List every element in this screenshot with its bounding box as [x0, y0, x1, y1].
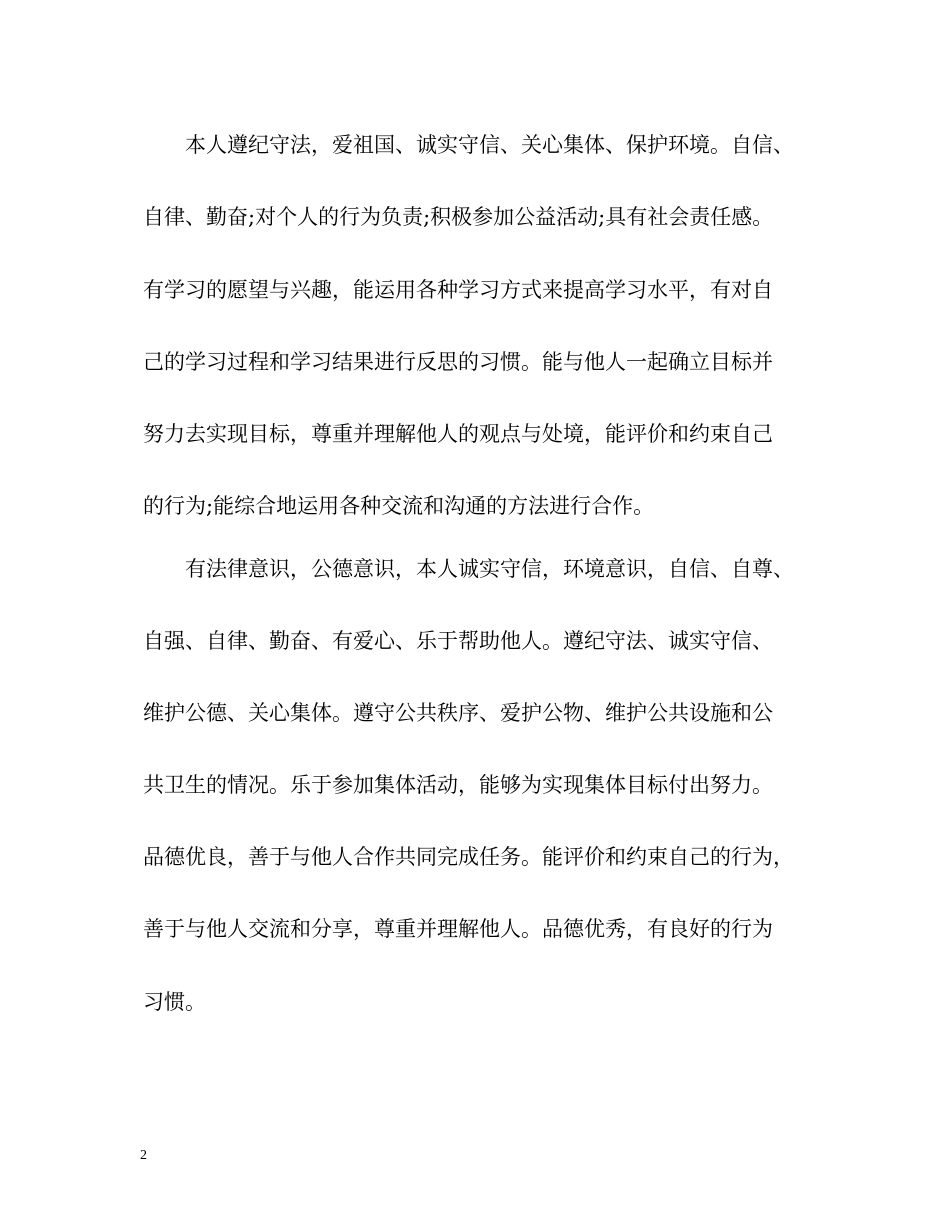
paragraph-1-line-3: 有学习的愿望与兴趣，能运用各种学习方式来提高学习水平，有对自	[143, 278, 773, 302]
paragraph-1-line-4: 己的学习过程和学习结果进行反思的习惯。能与他人一起确立目标并	[143, 350, 773, 374]
paragraph-2-line-3: 维护公德、关心集体。遵守公共秩序、爱护公物、维护公共设施和公	[143, 701, 773, 725]
paragraph-1-line-2: 自律、勤奋;对个人的行为负责;积极参加公益活动;具有社会责任感。	[143, 205, 774, 229]
paragraph-1-line-5: 努力去实现目标，尊重并理解他人的观点与处境，能评价和约束自己	[143, 422, 773, 446]
paragraph-2-line-7: 习惯。	[143, 990, 206, 1014]
paragraph-1-line-6: 的行为;能综合地运用各种交流和沟通的方法进行合作。	[143, 494, 655, 518]
paragraph-2-line-5: 品德优良，善于与他人合作共同完成任务。能评价和约束自己的行为，	[143, 845, 794, 869]
paragraph-2-line-4: 共卫生的情况。乐于参加集体活动，能够为实现集体目标付出努力。	[143, 773, 773, 797]
page-number: 2	[140, 1148, 147, 1163]
paragraph-2-line-1: 有法律意识，公德意识，本人诚实守信，环境意识，自信、自尊、	[185, 557, 794, 581]
paragraph-2-line-6: 善于与他人交流和分享，尊重并理解他人。品德优秀，有良好的行为	[143, 917, 773, 941]
paragraph-2-line-2: 自强、自律、勤奋、有爱心、乐于帮助他人。遵纪守法、诚实守信、	[143, 629, 773, 653]
paragraph-1-line-1: 本人遵纪守法，爱祖国、诚实守信、关心集体、保护环境。自信、	[185, 133, 794, 157]
